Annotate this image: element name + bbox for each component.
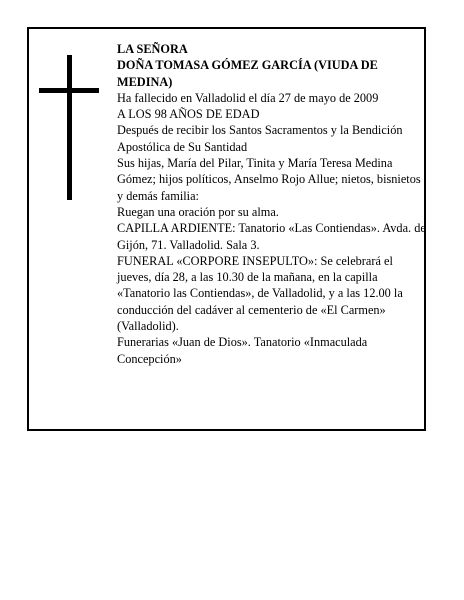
chapel-info: CAPILLA ARDIENTE: Tanatorio «Las Contiendas». Avda. de Gijón, 71. Valladolid. Sala 3.	[117, 221, 426, 252]
sacraments-statement: Después de recibir los Santos Sacramentos y la Bendición Apostólica de Su Santidad	[117, 123, 403, 154]
funeral-info: FUNERAL «CORPORE INSEPULTO»: Se celebrará el jueves, día 28, a las 10.30 de la mañana, en la capilla «Tanatorio las Contiendas», de Valladolid, y a las 12.00 la conducción del cadáver al cementerio de «El Carmen» (Valladolid).	[117, 253, 403, 334]
notice-text	[117, 41, 427, 367]
cross-vertical-bar	[67, 55, 72, 200]
prayer-request: Ruegan una oración por su alma.	[117, 204, 279, 219]
notice-title: LA SEÑORA	[117, 42, 188, 56]
cross-icon	[39, 55, 99, 200]
age-statement: A LOS 98 AÑOS DE EDAD	[117, 107, 260, 122]
deceased-name: DOÑA TOMASA GÓMEZ GARCÍA (VIUDA DE MEDINA)	[117, 58, 378, 89]
obituary-notice	[27, 27, 426, 431]
death-statement: Ha fallecido en Valladolid el día 27 de mayo de 2009	[117, 90, 379, 105]
cross-horizontal-bar	[39, 88, 99, 93]
funeral-homes-info: Funerarias «Juan de Dios». Tanatorio «Inmaculada Concepción»	[117, 335, 368, 366]
family-statement: Sus hijas, María del Pilar, Tinita y María Teresa Medina Gómez; hijos políticos, Anselmo Rojo Allue; nietos, bisnietos y demás familia:	[117, 156, 421, 203]
